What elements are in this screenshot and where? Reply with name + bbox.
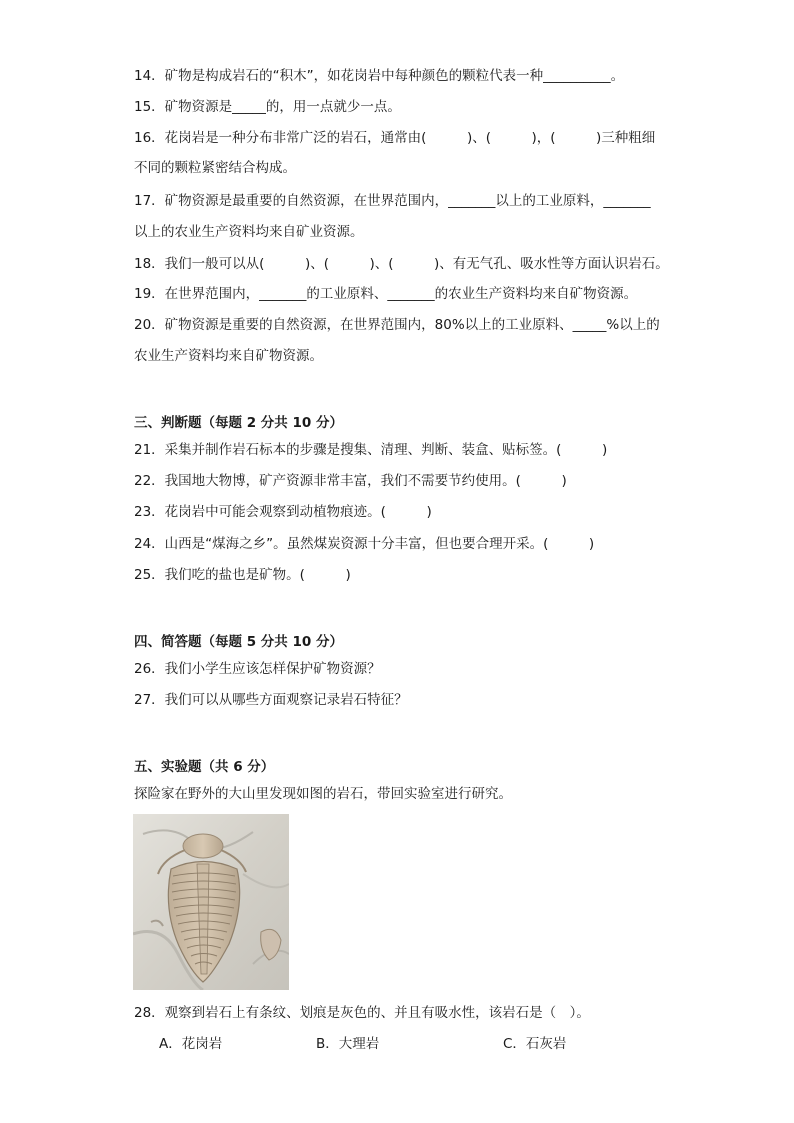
question-20-line-1: 20．矿物资源是重要的自然资源，在世界范围内，80%以上的工业原料、_____%以上的 xyxy=(134,317,660,333)
question-14: 14．矿物是构成岩石的“积木”，如花岗岩中每种颜色的颗粒代表一种__________。 xyxy=(134,68,625,84)
question-17-line-2: 以上的农业生产资料均来自矿业资源。 xyxy=(134,224,364,240)
question-20-line-2: 农业生产资料均来自矿物资源。 xyxy=(134,348,323,364)
question-18: 18．我们一般可以从( )、( )、( )、有无气孔、吸水性等方面认识岩石。 xyxy=(134,256,669,272)
question-26: 26．我们小学生应该怎样保护矿物资源？ xyxy=(134,661,381,677)
question-17-line-1: 17．矿物资源是最重要的自然资源，在世界范围内，_______以上的工业原料，_______ xyxy=(134,193,651,209)
option-b[interactable]: B．大理岩 xyxy=(316,1036,380,1052)
option-c[interactable]: C．石灰岩 xyxy=(503,1036,567,1052)
question-19: 19．在世界范围内，_______的工业原料、_______的农业生产资料均来自矿物资源。 xyxy=(134,286,638,302)
question-23: 23．花岗岩中可能会观察到动植物痕迹。( ) xyxy=(134,504,432,520)
section-3-heading: 三、判断题（每题 2 分共 10 分） xyxy=(134,415,343,431)
section-5-heading: 五、实验题（共 6 分） xyxy=(134,759,275,775)
question-16-line-1: 16．花岗岩是一种分布非常广泛的岩石，通常由( )、( )，( )三种粗细 xyxy=(134,130,656,146)
question-25: 25．我们吃的盐也是矿物。( ) xyxy=(134,567,351,583)
experiment-intro: 探险家在野外的大山里发现如图的岩石，带回实验室进行研究。 xyxy=(134,786,512,802)
question-16-line-2: 不同的颗粒紧密结合构成。 xyxy=(134,160,296,176)
trilobite-fossil-photo xyxy=(133,814,289,990)
question-21: 21．采集并制作岩石标本的步骤是搜集、清理、判断、装盒、贴标签。( ) xyxy=(134,442,608,458)
question-15: 15．矿物资源是_____的，用一点就少一点。 xyxy=(134,99,401,115)
question-22: 22．我国地大物博，矿产资源非常丰富，我们不需要节约使用。( ) xyxy=(134,473,567,489)
question-24: 24．山西是“煤海之乡”。虽然煤炭资源十分丰富，但也要合理开采。( ) xyxy=(134,536,595,552)
section-4-heading: 四、简答题（每题 5 分共 10 分） xyxy=(134,634,343,650)
question-28: 28．观察到岩石上有条纹、划痕是灰色的、并且有吸水性，该岩石是（ ）。 xyxy=(134,1005,590,1021)
question-27: 27．我们可以从哪些方面观察记录岩石特征？ xyxy=(134,692,408,708)
option-a[interactable]: A．花岗岩 xyxy=(159,1036,223,1052)
